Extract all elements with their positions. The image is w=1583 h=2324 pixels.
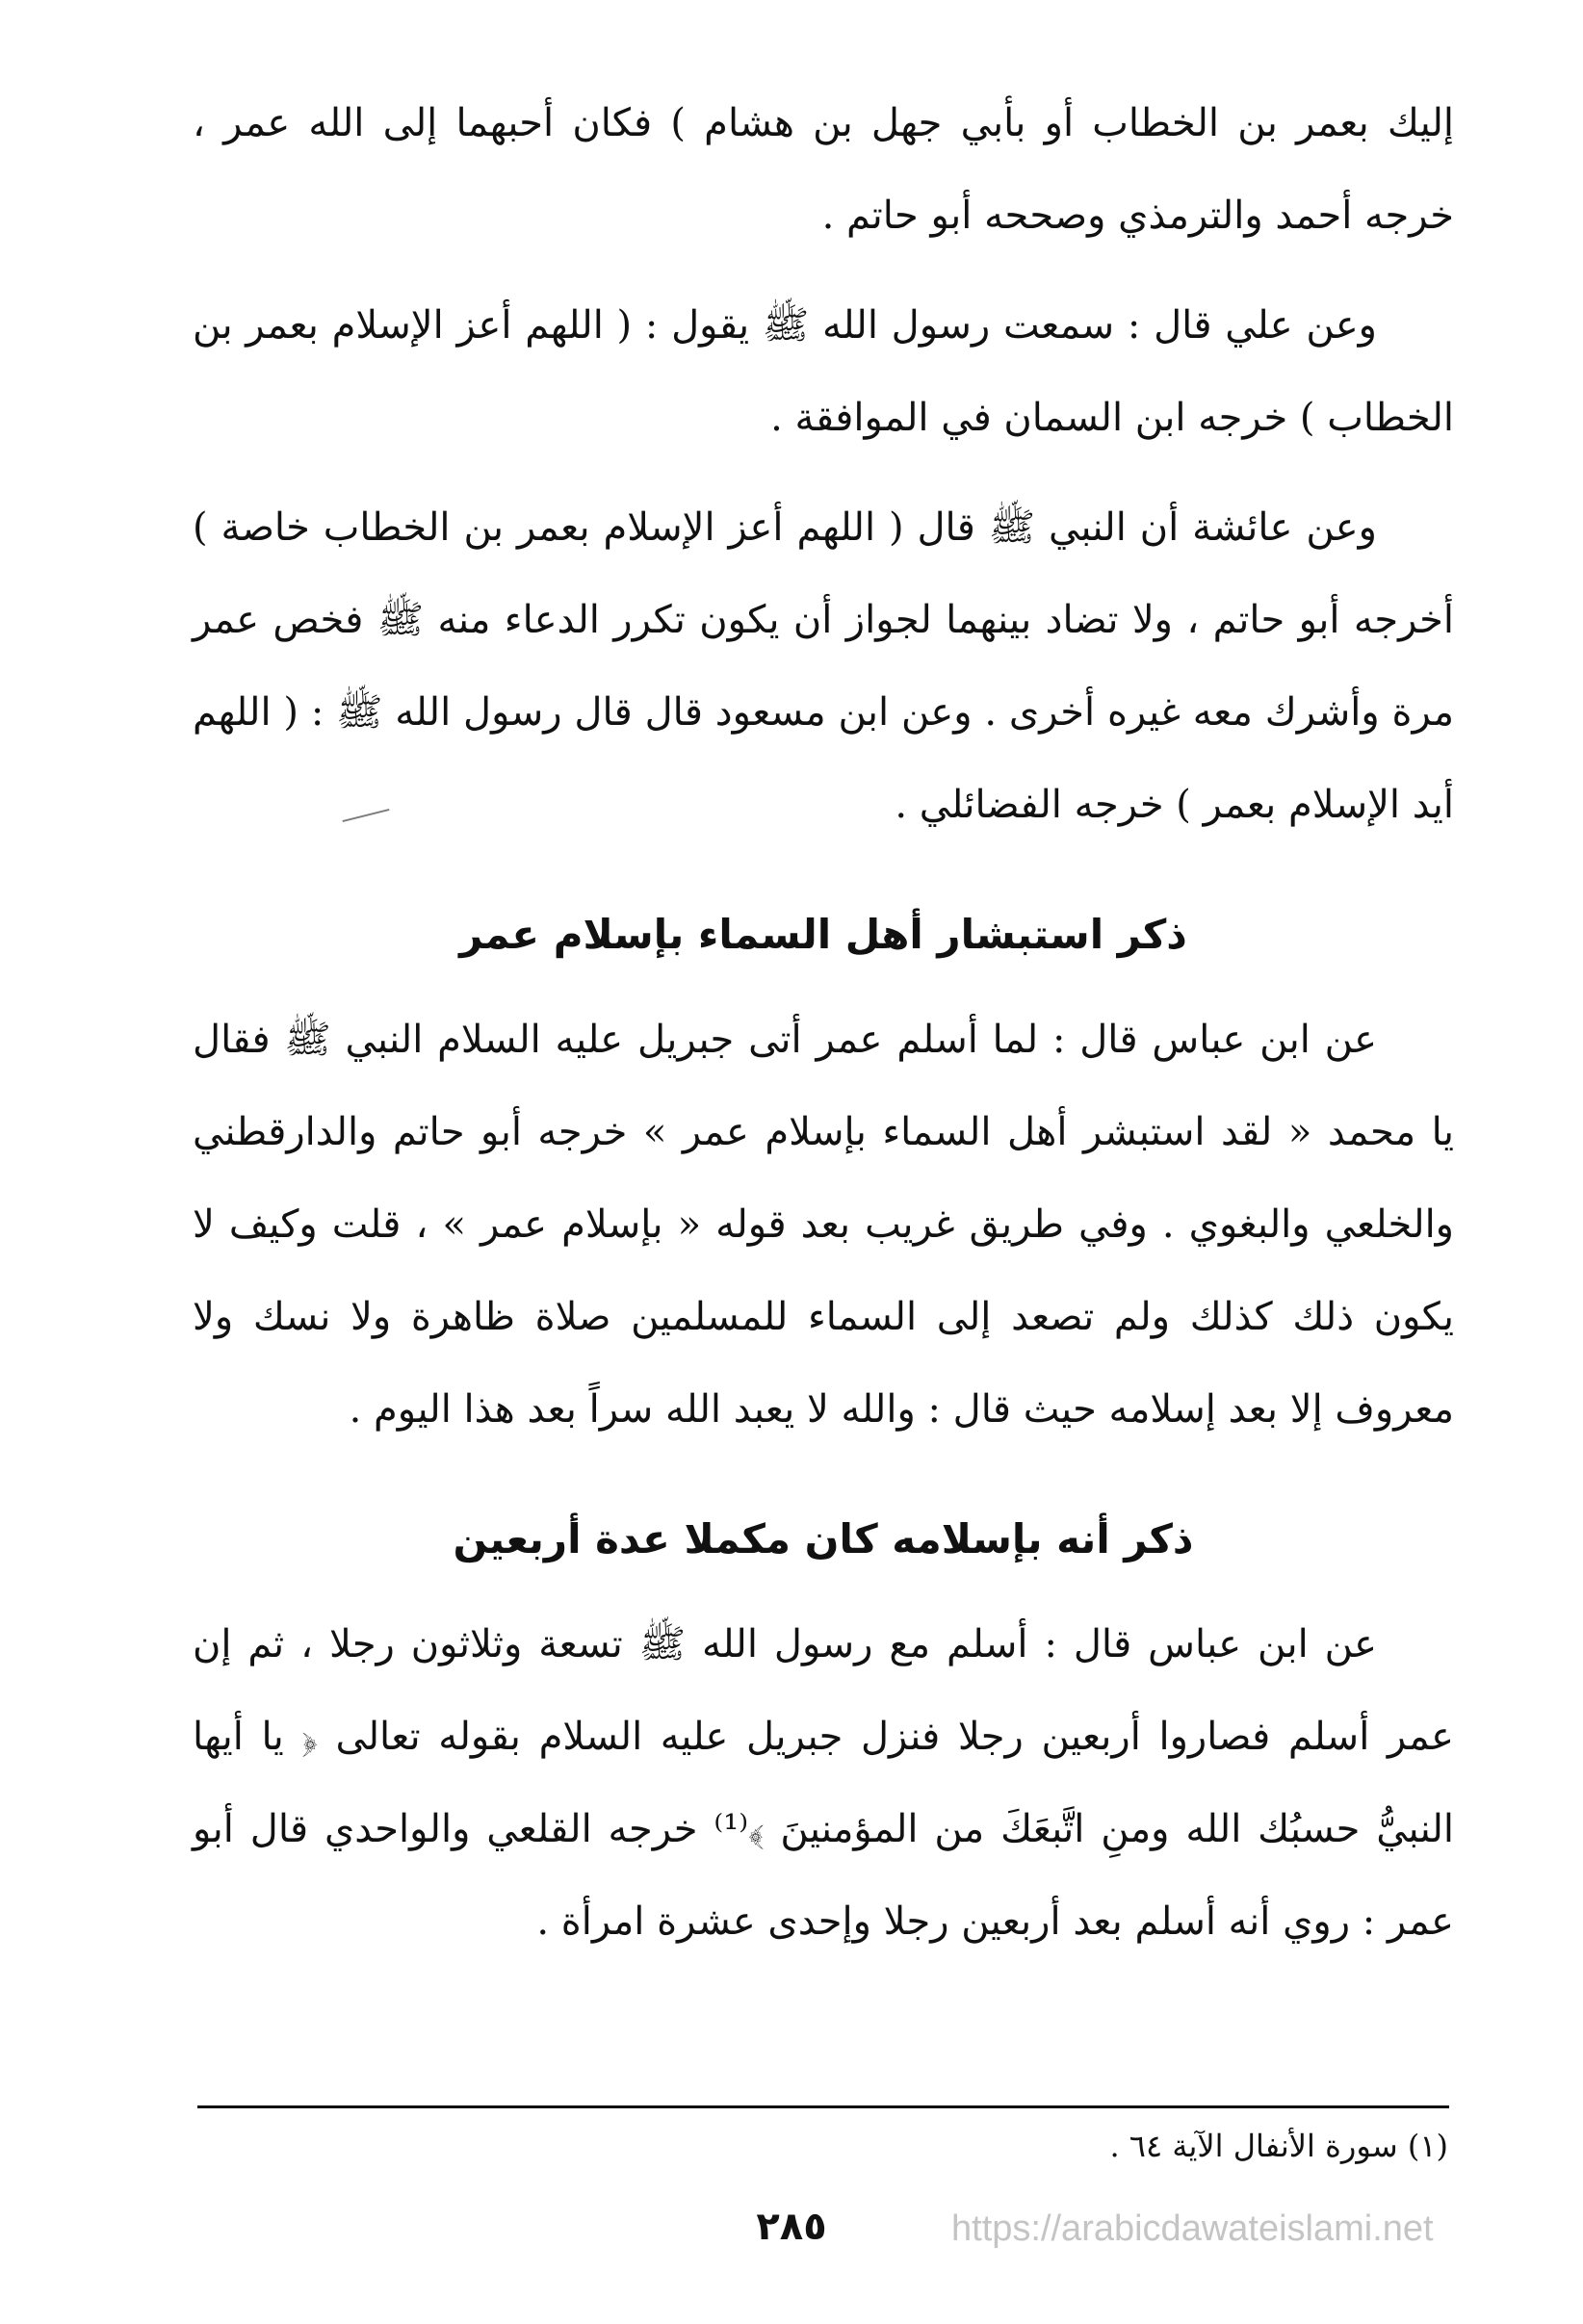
paragraph-5: عن ابن عباس قال : أسلم مع رسول الله ﷺ تسعة وثلاثون رجلا ، ثم إن عمر أسلم فصاروا أربعين رجلا فنزل جبريل عليه السلام بقوله تعالى ﴿ يا أيها النبيُّ حسبُك الله ومنِ اتَّبعَكَ من المؤمنينَ ﴾⁽¹⁾ خرجه القلعي والواحدي قال أبو عمر : روي أنه أسلم بعد أربعين رجلا وإحدى عشرة امرأة . <box>193 1622 1454 1944</box>
section-heading-1: ذكر استبشار أهل السماء بإسلام عمر <box>459 911 1187 958</box>
paragraph-2: وعن علي قال : سمعت رسول الله ﷺ يقول : ( اللهم أعز الإسلام بعمر بن الخطاب ) خرجه ابن السمان في الموافقة . <box>193 303 1454 440</box>
paragraph-4: عن ابن عباس قال : لما أسلم عمر أتى جبريل عليه السلام النبي ﷺ فقال يا محمد « لقد استبشر أهل السماء بإسلام عمر » خرجه أبو حاتم والدارقطني والخلعي والبغوي . وفي طريق غريب بعد قوله « بإسلام عمر » ، قلت وكيف لا يكون ذلك كذلك ولم تصعد إلى السماء للمسلمين صلاة ظاهرة ولا نسك ولا معروف إلا بعد إسلامه حيث قال : والله لا يعبد الله سراً بعد هذا اليوم . <box>193 1018 1455 1432</box>
page-body <box>193 77 1454 1985</box>
paragraph-1: إليك بعمر بن الخطاب أو بأبي جهل بن هشام ) فكان أحبهما إلى الله عمر ، خرجه أحمد والترمذي وصححه أبو حاتم . <box>193 101 1454 238</box>
paragraph-3: وعن عائشة أن النبي ﷺ قال ( اللهم أعز الإسلام بعمر بن الخطاب خاصة ) أخرجه أبو حاتم ، ولا تضاد بينهما لجواز أن يكون تكرر الدعاء منه ﷺ فخص عمر مرة وأشرك معه غيره أخرى . وعن ابن مسعود قال قال رسول الله ﷺ : ( اللهم أيد الإسلام بعمر ) خرجه الفضائلي . <box>193 505 1454 827</box>
footnote: (١) سورة الأنفال الآية ٦٤ . <box>1109 2128 1448 2164</box>
section-heading-2: ذكر أنه بإسلامه كان مكملا عدة أربعين <box>453 1515 1194 1562</box>
watermark-url: https://arabicdawateislami.net <box>951 2208 1434 2249</box>
footnote-divider <box>197 2105 1449 2108</box>
page-number: ٢٨٥ <box>756 2205 827 2249</box>
